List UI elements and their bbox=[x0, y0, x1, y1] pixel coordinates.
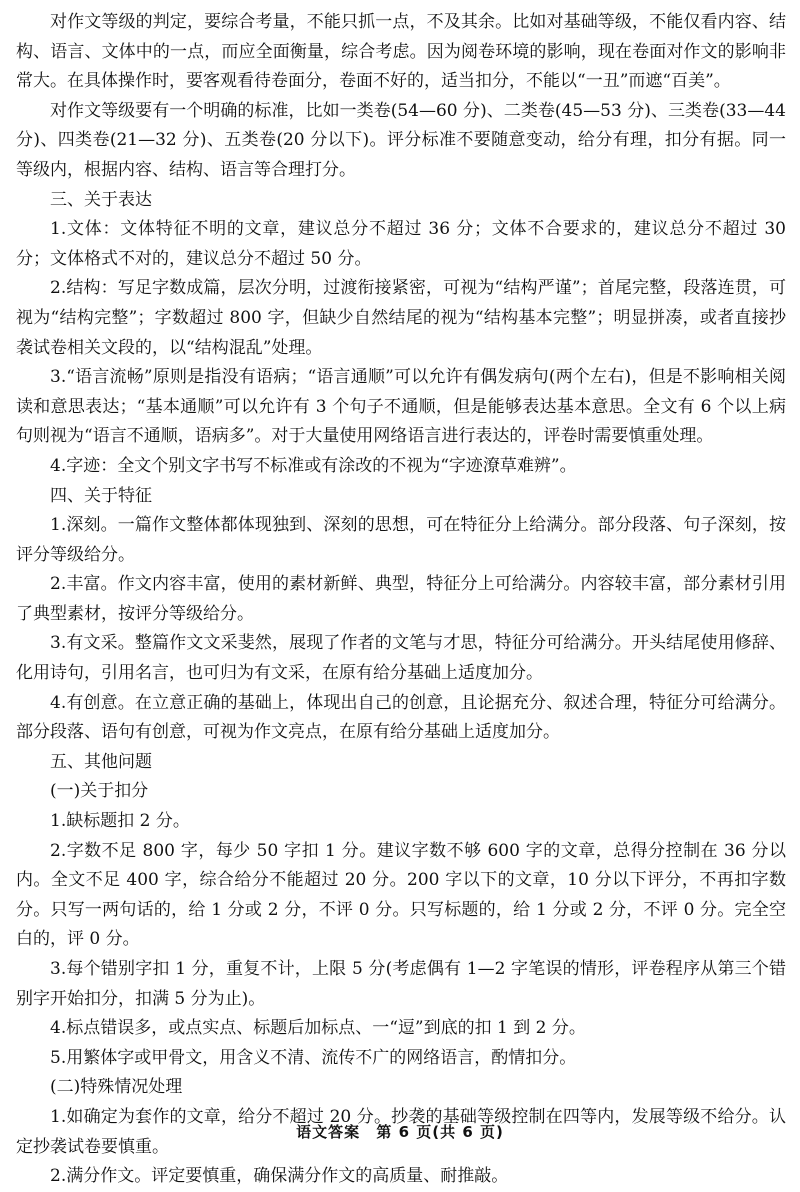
paragraph: 对作文等级的判定，要综合考量，不能只抓一点，不及其余。比如对基础等级，不能仅看内容、结构、语言、文体中的一点，而应全面衡量，综合考虑。因为阅卷环境的影响，现在卷面对作文的影响非常大。在具体操作时，要客观看待卷面分，卷面不好的，适当扣分，不能以“一丑”而遮“百美”。 bbox=[16, 12, 786, 92]
section-line: 五、其他问题 bbox=[50, 751, 152, 772]
paragraph: 1.如确定为套作的文章，给分不超过 20 分。抄袭的基础等级控制在四等内，发展等级不给分。认定抄袭试卷要慎重。 bbox=[16, 1106, 786, 1157]
paragraph: 4.字迹：全文个别文字书写不标准或有涂改的不视为“字迹潦草难辨”。 bbox=[50, 455, 577, 476]
footer-page-number: 第 6 页(共 6 页) bbox=[376, 1123, 504, 1141]
paragraph: 1.深刻。一篇作文整体都体现独到、深刻的思想，可在特征分上给满分。部分段落、句子深刻，按评分等级给分。 bbox=[16, 515, 786, 565]
paragraph: 3.“语言流畅”原则是指没有语病；“语言通顺”可以允许有偶发病句(两个左右)，但是不影响相关阅读和意思表达；“基本通顺”可以允许有 3 个句子不通顺，但是能够表达基本意思。全文有 6 个以上病句则视为“语言不通顺，语病多”。对于大量使用网络语言进行表达的，评卷时需要慎重处理。 bbox=[16, 367, 786, 447]
section-line: 4.标点错误多，或点实点、标题后加标点、一“逗”到底的扣 1 到 2 分。 bbox=[50, 1018, 586, 1039]
section-line: 四、关于特征 bbox=[50, 485, 152, 506]
section-line: (二)特殊情况处理 bbox=[50, 1077, 183, 1098]
paragraph: 1.文体：文体特征不明的文章，建议总分不超过 36 分；文体不合要求的，建议总分不超过 30 分；文体格式不对的，建议总分不超过 50 分。 bbox=[16, 219, 786, 269]
paragraph: 2.满分作文。评定要慎重，确保满分作文的高质量、耐推敲。 bbox=[50, 1166, 509, 1187]
paragraph: 3.有文采。整篇作文文采斐然，展现了作者的文笔与才思，特征分可给满分。开头结尾使用修辞、化用诗句，引用名言，也可归为有文采，在原有给分基础上适度加分。 bbox=[16, 633, 786, 684]
page-content bbox=[16, 8, 786, 1192]
footer-subject: 语文答案 bbox=[296, 1123, 361, 1141]
paragraph: 对作文等级要有一个明确的标准，比如一类卷(54—60 分)、二类卷(45—53 分)、三类卷(33—44 分)、四类卷(21—32 分)、五类卷(20 分以下)。评分标准不要随意变动，给分有理，扣分有据。同一等级内，根据内容、结构、语言等合理打分。 bbox=[16, 100, 786, 180]
page-footer bbox=[0, 1118, 800, 1148]
paragraph: 2.丰富。作文内容丰富，使用的素材新鲜、典型，特征分上可给满分。内容较丰富，部分素材引用了典型素材，按评分等级给分。 bbox=[16, 574, 786, 624]
paragraph: 2.字数不足 800 字，每少 50 字扣 1 分。建议字数不够 600 字的文章，总得分控制在 36 分以内。全文不足 400 字，综合给分不能超过 20 分。200 字以下的文章，10 分以下评分，不再扣字数分。只写一两句话的，给 1 分或 2 分，不评 0 分。只写标题的，给 1 分或 2 分，不评 0 分。完全空白的，评 0 分。 bbox=[16, 840, 786, 950]
paragraph: 3.每个错别字扣 1 分，重复不计，上限 5 分(考虑偶有 1—2 字笔误的情形，评卷程序从第三个错别字开始扣分，扣满 5 分为止)。 bbox=[16, 959, 786, 1009]
section-line: 1.缺标题扣 2 分。 bbox=[50, 811, 190, 832]
section-line: 三、关于表达 bbox=[50, 189, 152, 210]
section-line: (一)关于扣分 bbox=[50, 781, 149, 802]
section-line: 5.用繁体字或甲骨文，用含义不清、流传不广的网络语言，酌情扣分。 bbox=[50, 1047, 577, 1068]
paragraph: 2.结构：写足字数成篇，层次分明，过渡衔接紧密，可视为“结构严谨”；首尾完整，段落连贯，可视为“结构完整”；字数超过 800 字，但缺少自然结尾的视为“结构基本完整”；明显拼凑，或者直接抄袭试卷相关文段的，以“结构混乱”处理。 bbox=[16, 278, 786, 358]
paragraph: 4.有创意。在立意正确的基础上，体现出自己的创意，且论据充分、叙述合理，特征分可给满分。部分段落、语句有创意，可视为作文亮点，在原有给分基础上适度加分。 bbox=[16, 692, 786, 743]
